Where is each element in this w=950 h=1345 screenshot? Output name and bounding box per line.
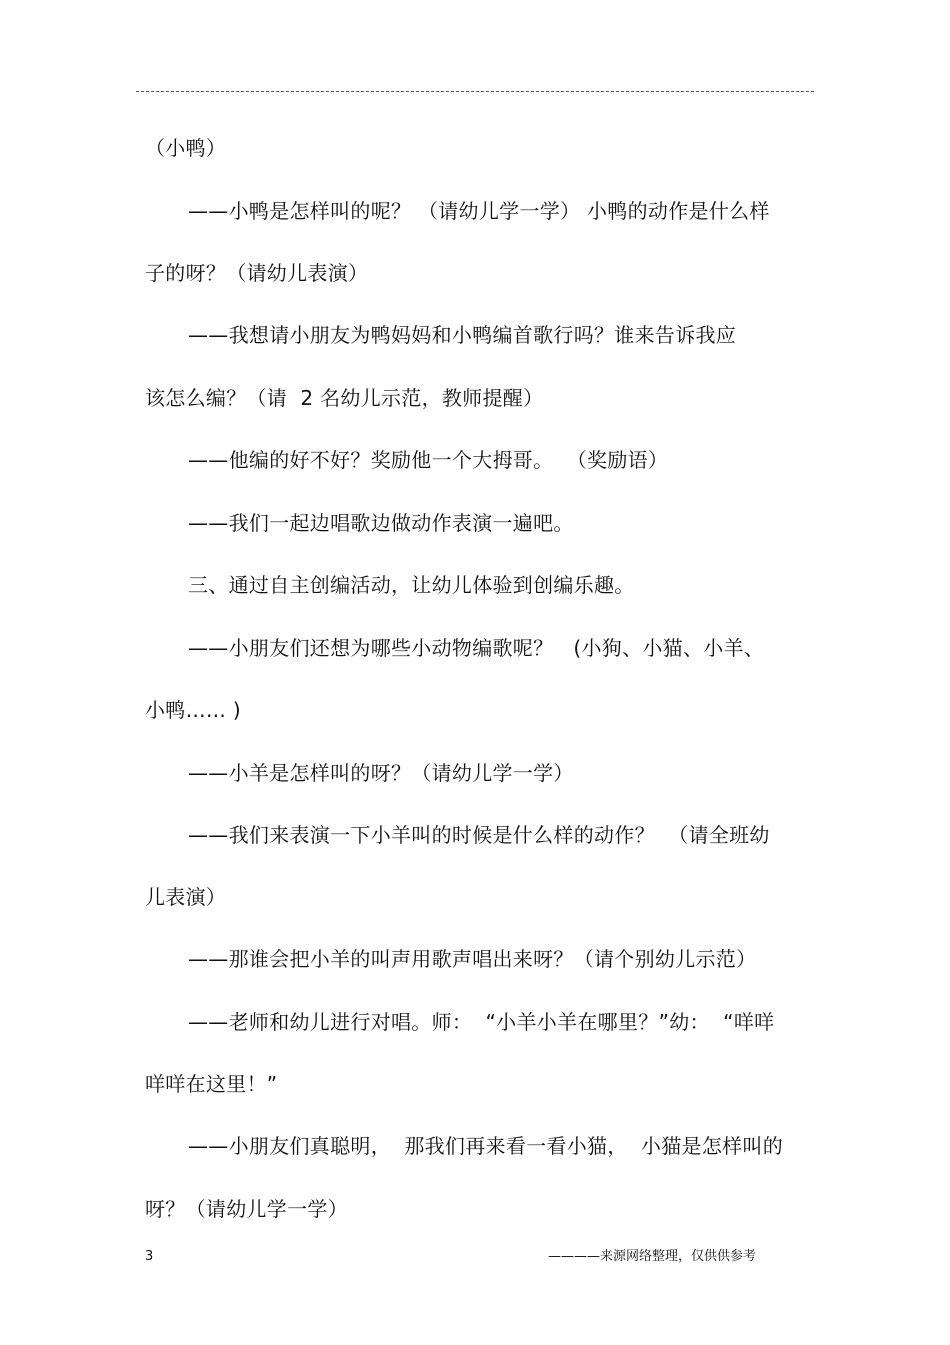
text-line: ——小朋友们真聪明， 那我们再来看一看小猫， 小猫是怎样叫的 [188,1134,784,1158]
text-line: ——他编的好不好？奖励他一个大拇哥。 （奖励语） [188,448,669,472]
header-divider [136,91,814,92]
page-number: 3 [145,1249,154,1264]
text-line: ——我们来表演一下小羊叫的时候是什么样的动作？ （请全班幼 [188,823,770,847]
text-line: ——那谁会把小羊的叫声用歌声唱出来呀？（请个别幼儿示范） [188,947,757,971]
text-line: 咩咩在这里！” [145,1072,278,1096]
text-line: 该怎么编？（请 2 名幼儿示范，教师提醒） [145,386,544,410]
text-line: 小鸭…… ) [145,698,241,722]
text-line: ——小羊是怎样叫的呀？（请幼儿学一学） [188,761,574,785]
text-line: 儿表演） [145,885,227,909]
section-heading: 三、通过自主创编活动，让幼儿体验到创编乐趣。 [188,573,635,597]
text-line: 呀？（请幼儿学一学） [145,1197,348,1221]
text-line: 子的呀？（请幼儿表演） [145,261,369,285]
footer-source-note: ————来源网络整理，仅供供参考 [548,1249,757,1264]
text-line: ——老师和幼儿进行对唱。师： “小羊小羊在哪里？”幼： “咩咩 [188,1010,775,1034]
text-line: （小鸭） [145,136,227,160]
text-line: ——小鸭是怎样叫的呢？ （请幼儿学一学） 小鸭的动作是什么样 [188,199,770,223]
text-line: ——小朋友们还想为哪些小动物编歌呢？ (小狗、小猫、小羊、 [188,636,765,660]
text-line: ——我们一起边唱歌边做动作表演一遍吧。 [188,511,574,535]
text-line: ——我想请小朋友为鸭妈妈和小鸭编首歌行吗？谁来告诉我应 [188,323,737,347]
